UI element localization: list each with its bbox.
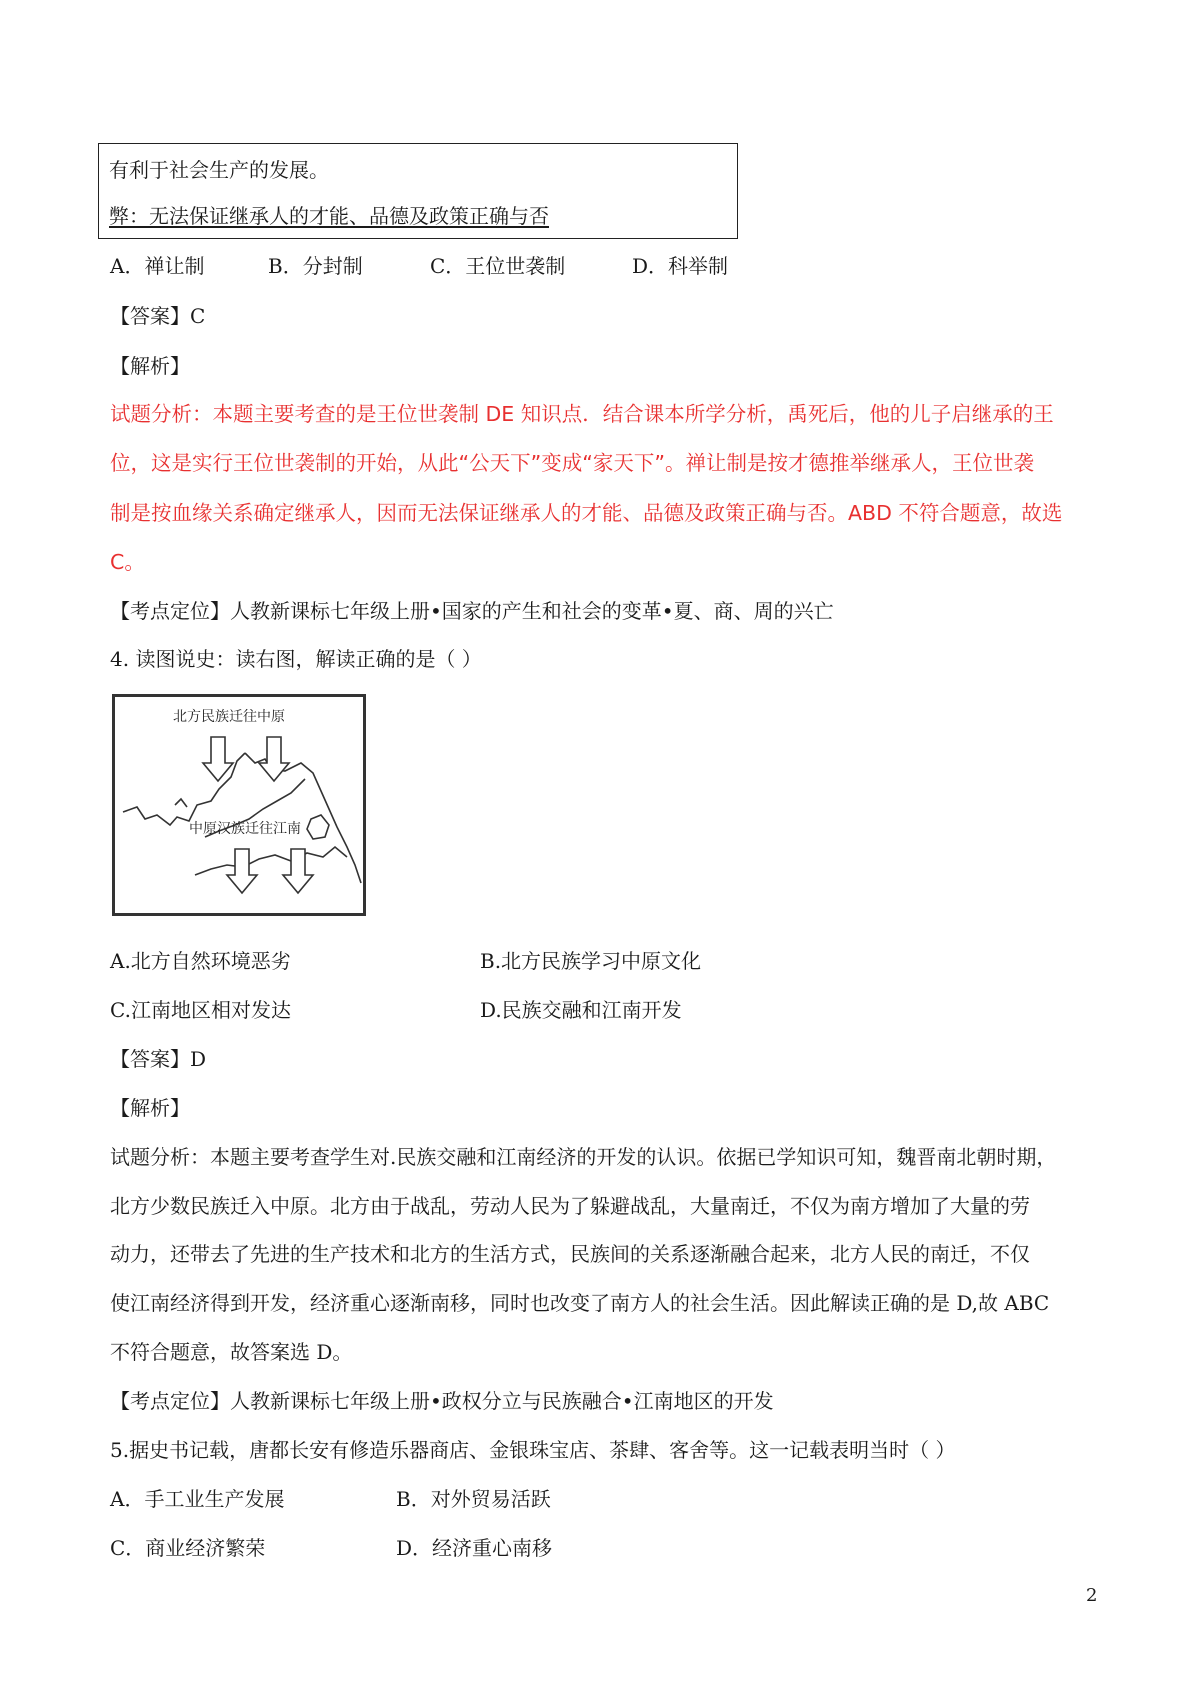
q4-option-a: A.北方自然环境恶劣 — [110, 949, 291, 973]
box-line-2: 弊：无法保证继承人的才能、品德及政策正确与否 — [109, 204, 549, 228]
q3-analysis-line-3: 制是按血缘关系确定继承人，因而无法保证继承人的才能、品德及政策正确与否。ABD 不符合题意，故选 — [110, 501, 1063, 525]
q3-analysis-title: 【解析】 — [110, 354, 190, 378]
summary-box — [98, 143, 738, 239]
q4-option-c: C.江南地区相对发达 — [110, 998, 291, 1022]
q3-option-a: A．禅让制 — [110, 254, 205, 278]
q4-question: 4. 读图说史：读右图，解读正确的是（ ） — [110, 647, 482, 671]
q5-option-a: A．手工业生产发展 — [110, 1487, 285, 1511]
map-drawing — [115, 697, 363, 913]
q4-kaodian: 【考点定位】人教新课标七年级上册•政权分立与民族融合•江南地区的开发 — [110, 1389, 774, 1413]
q4-analysis-title: 【解析】 — [110, 1096, 190, 1120]
q3-option-d: D．科举制 — [632, 254, 729, 278]
q3-analysis-line-1: 试题分析：本题主要考查的是王位世袭制 DE 知识点．结合课本所学分析，禹死后，他的儿子启继承的王 — [110, 402, 1054, 426]
q4-analysis-line-5: 不符合题意，故答案选 D。 — [110, 1340, 353, 1364]
migration-map — [112, 694, 366, 916]
page-number: 2 — [1086, 1585, 1098, 1606]
q4-option-b: B.北方民族学习中原文化 — [480, 949, 702, 973]
map-label-north: 北方民族迁往中原 — [173, 709, 285, 725]
q3-answer: 【答案】C — [110, 304, 206, 328]
q4-analysis-line-1: 试题分析：本题主要考查学生对.民族交融和江南经济的开发的认识。依据已学知识可知，魏晋南北朝时期， — [110, 1145, 1057, 1169]
q4-analysis-line-4: 使江南经济得到开发，经济重心逐渐南移，同时也改变了南方人的社会生活。因此解读正确的是 D,故 ABC — [110, 1291, 1050, 1315]
q3-analysis-line-2: 位，这是实行王位世袭制的开始，从此“公天下”变成“家天下”。禅让制是按才德推举继承人，王位世袭 — [110, 451, 1034, 475]
q5-option-b: B．对外贸易活跃 — [396, 1487, 551, 1511]
q4-analysis-line-3: 动力，还带去了先进的生产技术和北方的生活方式，民族间的关系逐渐融合起来，北方人民的南迁，不仅 — [110, 1242, 1030, 1266]
q3-option-b: B．分封制 — [268, 254, 363, 278]
q3-analysis-line-4: C。 — [110, 550, 145, 574]
q4-analysis-line-2: 北方少数民族迁入中原。北方由于战乱，劳动人民为了躲避战乱，大量南迁，不仅为南方增加了大量的劳 — [110, 1194, 1030, 1218]
q4-option-d: D.民族交融和江南开发 — [480, 998, 682, 1022]
q4-answer: 【答案】D — [110, 1047, 207, 1071]
map-label-south: 中原汉族迁往江南 — [189, 821, 301, 837]
q5-option-d: D．经济重心南移 — [396, 1536, 553, 1560]
q3-kaodian: 【考点定位】人教新课标七年级上册•国家的产生和社会的变革•夏、商、周的兴亡 — [110, 599, 834, 623]
q5-option-c: C．商业经济繁荣 — [110, 1536, 266, 1560]
box-line-1: 有利于社会生产的发展。 — [109, 158, 329, 182]
q3-option-c: C．王位世袭制 — [430, 254, 566, 278]
q5-question: 5.据史书记载，唐都长安有修造乐器商店、金银珠宝店、茶肆、客舍等。这一记载表明当时（ ） — [110, 1438, 956, 1462]
